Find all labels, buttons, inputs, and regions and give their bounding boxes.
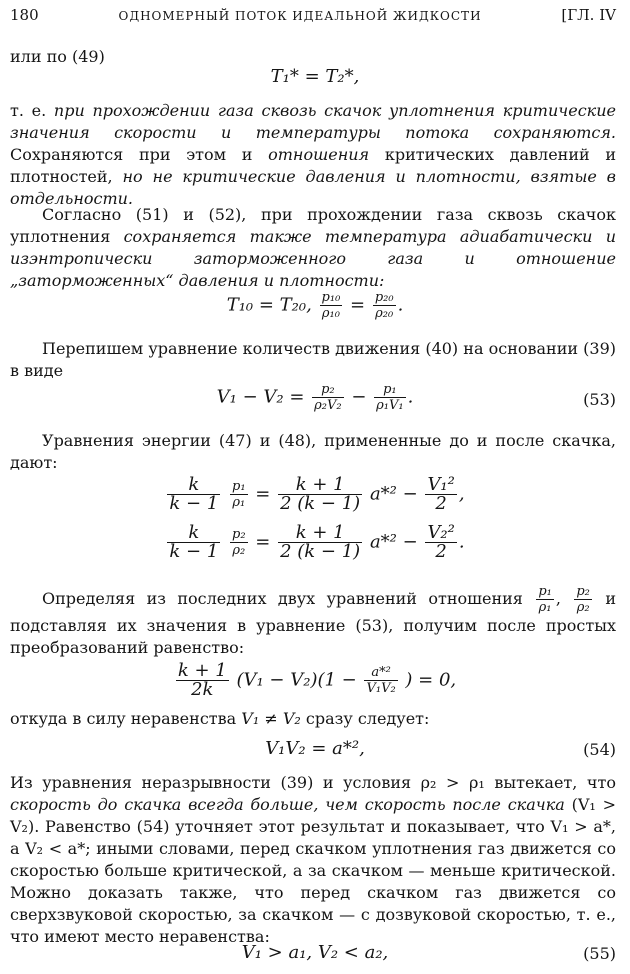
para-italic: отношения <box>268 145 370 164</box>
equation-53: V₁ − V₂ = $\frac{\text{p₂}}{\text{ρ₂V₂}}$ − $\frac{\text{p₁}}{\text{ρ₁V₁}}$ . <box>216 382 414 413</box>
eqc-end: ) = 0, <box>405 669 457 691</box>
paragraph-energy: Уравнения энергии (47) и (48), примененные до и после скачка, дают: <box>10 431 616 472</box>
frac-num: k <box>167 524 220 543</box>
frac-v2sq <box>425 524 456 561</box>
equation-energy-1: $\frac{k}{k - 1}$ $\frac{\text{p₁}}{\text{ρ₁}}$ = $\frac{k + 1}{2 (k - 1)}$ a*² − $\frac{\text{V₁²}}{2}$ , <box>169 474 465 514</box>
frac-den: V₁V₂ <box>366 681 396 696</box>
frac-v1sq <box>425 476 456 513</box>
frac-kk <box>278 476 362 513</box>
frac-num: p₂ <box>576 584 590 599</box>
frac-kk <box>278 524 362 561</box>
chapter-label: [ГЛ. IV <box>561 6 616 24</box>
paragraph-stagnation <box>10 204 616 292</box>
frac-den: k − 1 <box>169 541 219 562</box>
frac-num: k <box>167 476 220 495</box>
frac-den: 2 (k − 1) <box>280 541 361 562</box>
equation-number-54: (54) <box>583 740 616 759</box>
para-text: Из уравнения неразрывности (39) и условия ρ₂ > ρ₁ вытекает, что <box>10 773 616 792</box>
intro-line: или по (49) <box>10 47 105 66</box>
equation-number-53: (53) <box>583 390 616 409</box>
paragraph-inequality <box>10 708 616 730</box>
para-italic: но не критические давления и плотности, взятые в отдельности. <box>10 167 616 208</box>
para-text: Согласно (51) и (52), при прохождении газа сквозь скачок уплотнения <box>10 205 616 246</box>
frac-p10 <box>320 290 343 321</box>
frac-p1 <box>230 479 248 510</box>
frac-eq53-2 <box>374 382 405 413</box>
eqc-mid: (V₁ − V₂)(1 − <box>236 669 357 691</box>
frac-k <box>167 524 220 561</box>
eq-astar: a*² − <box>369 483 418 505</box>
para-text: (V₁ > V₂). Равенство (54) уточняет этот результат и показывает, что V₁ > a*, а V₂ < a*; иными словами, перед скачком уплотнения газ движется со скоростью больше критической, а за скачком — меньше критической. Можно доказать также, что перед скачком газ движется со сверхзвуковой скоростью, за скачком — с дозвуковой скоростью, т. е., что имеют место неравенства: <box>10 795 616 946</box>
eq-astar: a*² − <box>369 531 418 553</box>
frac-den: 2 <box>435 541 447 562</box>
frac-den: ρ₂₀ <box>375 306 394 321</box>
frac-den: ρ₂ <box>232 543 246 558</box>
frac-den: ρ₂V₂ <box>314 398 342 413</box>
frac-num: a*² <box>364 665 397 681</box>
equation-energy-2: $\frac{k}{k - 1}$ $\frac{\text{p₂}}{\text{ρ₂}}$ = $\frac{k + 1}{2 (k - 1)}$ a*² − $\frac{\text{V₂²}}{2}$ . <box>169 522 465 562</box>
frac-num: k + 1 <box>278 524 362 543</box>
para-text: и подставляя их значения в уравнение (53), получим после простых преобразований равенство: <box>10 589 616 657</box>
frac-den: 2 <box>435 493 447 514</box>
equation-55: V₁ > a₁, V₂ < a₂, <box>241 942 389 963</box>
frac-den: ρ₁₀ <box>321 306 340 321</box>
paragraph-critical-values <box>10 100 616 210</box>
frac-k <box>167 476 220 513</box>
eq-t10: T₁₀ = T₂₀, <box>226 294 312 316</box>
frac-eqc <box>176 662 229 699</box>
frac-p20 <box>373 290 396 321</box>
paragraph-continuity <box>10 772 616 948</box>
frac-num: p₁ <box>232 479 246 494</box>
frac-ratio-2 <box>574 584 592 615</box>
para-text: сразу следует: <box>300 709 430 728</box>
equation-54: V₁V₂ = a*², <box>265 738 365 759</box>
equation-number-55: (55) <box>583 944 616 963</box>
para-text: откуда в силу неравенства <box>10 709 242 728</box>
frac-eq53-1 <box>312 382 343 413</box>
para-math: V₁ ≠ V₂ <box>241 709 301 728</box>
running-header <box>10 6 616 28</box>
frac-eqc-a <box>364 665 397 696</box>
frac-den: ρ₂ <box>576 600 590 615</box>
para-text: критических давлений и плотностей, <box>10 145 616 186</box>
page-number: 180 <box>10 6 39 24</box>
frac-den: ρ₁ <box>538 600 552 615</box>
frac-num: V₂² <box>427 522 455 543</box>
frac-ratio-1 <box>536 584 554 615</box>
frac-num: k + 1 <box>177 660 227 681</box>
frac-p2 <box>230 527 248 558</box>
frac-den: ρ₁ <box>232 495 246 510</box>
frac-num: k + 1 <box>278 476 362 495</box>
para-text: т. е. <box>10 101 54 120</box>
equation-t-star: T₁* = T₂*, <box>270 66 360 87</box>
para-text: Сохраняются при этом и <box>10 145 269 164</box>
frac-den: ρ₁V₁ <box>376 398 404 413</box>
frac-num: p₂ <box>232 527 246 542</box>
eq53-lhs: V₁ − V₂ = <box>216 386 305 408</box>
frac-num: V₁² <box>427 474 455 495</box>
para-text: Определяя из последних двух уравнений отношения <box>42 589 523 608</box>
frac-den: k − 1 <box>169 493 219 514</box>
equation-combined <box>0 662 630 699</box>
para-italic: сохраняется также температура адиабатически и изэнтропически заторможенного газа и отношение „заторможенных“ давления и плотности: <box>10 227 616 290</box>
frac-den: 2 (k − 1) <box>280 493 361 514</box>
frac-den: 2k <box>191 679 214 700</box>
paragraph-derivation: Определяя из последних двух уравнений отношения $\frac{\text{p₁}}{\text{ρ₁}}$ , $\frac{\text{p₂}}{\text{ρ₂}}$ и подставляя их значения в уравнение (53), получим после простых преобразований равенство: <box>10 584 616 657</box>
frac-num: p₂ <box>312 382 343 398</box>
equation-stagnation: T₁₀ = T₂₀, $\frac{\text{p₁₀}}{\text{ρ₁₀}}$ = $\frac{\text{p₂₀}}{\text{ρ₂₀}}$ . <box>226 290 404 321</box>
para-italic: скорость до скачка всегда больше, чем скорость после скачка <box>10 795 565 814</box>
frac-num: p₁₀ <box>321 290 341 305</box>
frac-num: p₁ <box>538 584 552 599</box>
running-title: ОДНОМЕРНЫЙ ПОТОК ИДЕАЛЬНОЙ ЖИДКОСТИ <box>118 9 482 23</box>
frac-num: p₂₀ <box>374 290 394 305</box>
para-italic: при прохождении газа сквозь скачок уплотнения критические значения скорости и температуры потока сохраняются. <box>10 101 616 142</box>
frac-num: p₁ <box>374 382 405 398</box>
paragraph-momentum: Перепишем уравнение количеств движения (40) на основании (39) в виде <box>10 339 616 380</box>
